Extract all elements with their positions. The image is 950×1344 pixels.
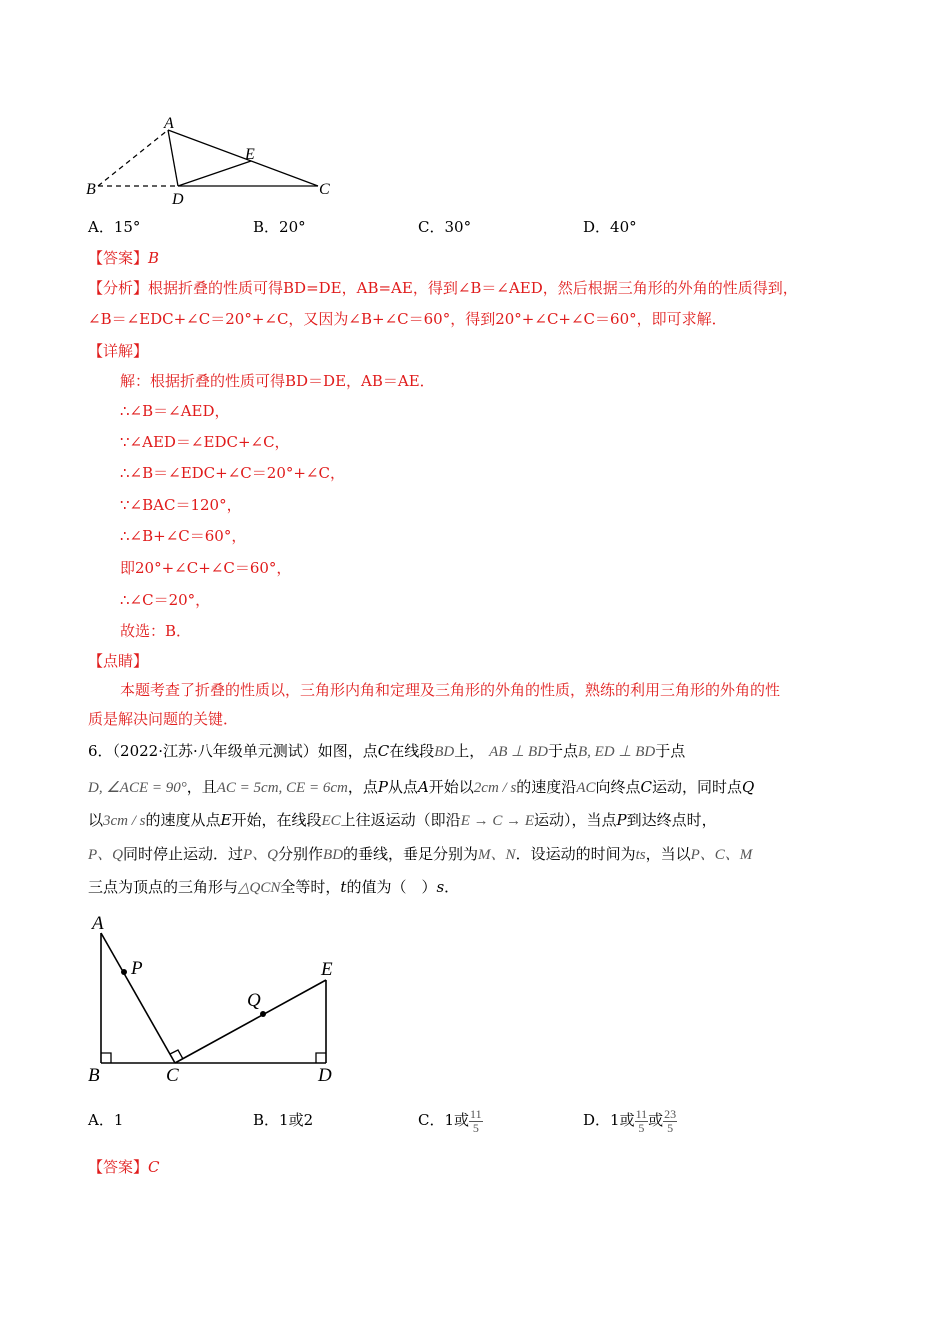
right-angle-mark-d [316,1053,326,1063]
q5-option-b: B．20° [253,218,306,236]
edge-ad [168,130,178,186]
q5-comment-line-2: 质是解决问题的关键． [88,710,239,728]
detail-line-8: ∴∠C＝20°， [120,591,211,609]
label-c: C [319,181,330,198]
point-p [121,969,127,975]
q5-answer: 【答案】B [88,249,160,267]
label-e: E [245,146,255,163]
fraction-23-5: $\frac{23}{5}$ [664,1106,677,1135]
q6-stem-line-5: 三点为顶点的三角形与△QCN全等时，t的值为（ ）s． [88,878,460,896]
q6-answer: 【答案】C [88,1158,160,1176]
detail-line-3: ∵∠AED＝∠EDC+∠C， [120,433,290,451]
detail-line-9: 故选：B． [120,622,192,640]
detail-line-7: 即20°+∠C+∠C＝60°， [120,559,292,577]
q6-option-b: B．1或2 [253,1111,314,1129]
segment-ac [101,933,175,1063]
q6-stem-line-1: 6．（2022·江苏·八年级单元测试）如图，点C在线段BD上， AB ⊥ BD于点B, ED ⊥ BD于点 [88,742,686,760]
q5-analysis-line-1: 【分析】根据折叠的性质可得BD=DE，AB=AE，得到∠B＝∠AED，然后根据三角形的外角的性质得到， [88,279,798,297]
q5-option-d: D．40° [583,218,637,236]
triangle-figure-2 [80,905,350,1095]
q5-analysis-line-2: ∠B＝∠EDC+∠C＝20°+∠C，又因为∠B+∠C＝60°，得到20°+∠C+∠C＝60°，即可求解． [88,310,727,328]
edge-ac [168,130,318,186]
q5-option-a: A．15° [88,218,141,236]
detail-line-6: ∴∠B+∠C＝60°， [120,527,247,545]
label-e: E [321,959,333,980]
q6-option-c: C．1或 $\frac{11}{5}$ [418,1106,482,1135]
triangle-figure-1 [80,108,340,208]
detail-line-1: 解：根据折叠的性质可得BD＝DE，AB＝AE． [120,372,435,390]
label-b: B [86,181,96,198]
label-d: D [172,191,184,208]
dashed-edge-ba [98,130,168,186]
label-c: C [166,1065,179,1086]
q6-stem-line-4: P、Q同时停止运动．过P、Q分别作BD的垂线，垂足分别为M、N．设运动的时间为ts，当以P、C、M [88,845,753,863]
q6-stem-line-2: D, ∠ACE = 90°，且AC = 5cm, CE = 6cm，点P从点A开始以2cm / s的速度沿AC向终点C运动，同时点Q [88,778,755,796]
label-a: A [92,913,104,934]
q6-option-a: A．1 [88,1111,124,1129]
q5-detail-tag: 【详解】 [88,342,149,360]
q6-option-d: D．1或 $\frac{11}{5}$ 或 $\frac{23}{5}$ [583,1106,677,1135]
edge-de [178,161,251,186]
right-angle-mark-b [101,1053,111,1063]
label-p: P [131,958,143,979]
label-d: D [318,1065,332,1086]
q5-comment-tag: 【点睛】 [88,652,149,670]
detail-line-2: ∴∠B＝∠AED， [120,402,230,420]
q5-option-c: C．30° [418,218,472,236]
label-b: B [88,1065,100,1086]
point-q [260,1011,266,1017]
q6-stem-line-3: 以3cm / s的速度从点E开始，在线段EC上往返运动（即沿E → C → E运动），当点P到达终点时， [88,811,717,829]
label-q: Q [247,990,261,1011]
label-a: A [164,115,174,132]
fraction-11-5: $\frac{11}{5}$ [635,1106,648,1135]
detail-line-4: ∴∠B＝∠EDC+∠C＝20°+∠C， [120,464,345,482]
fraction-11-5: $\frac{11}{5}$ [470,1106,482,1135]
q5-comment-line-1: 本题考查了折叠的性质以，三角形内角和定理及三角形的外角的性质，熟练的利用三角形的外角的性 [120,681,781,699]
detail-line-5: ∵∠BAC＝120°， [120,496,242,514]
